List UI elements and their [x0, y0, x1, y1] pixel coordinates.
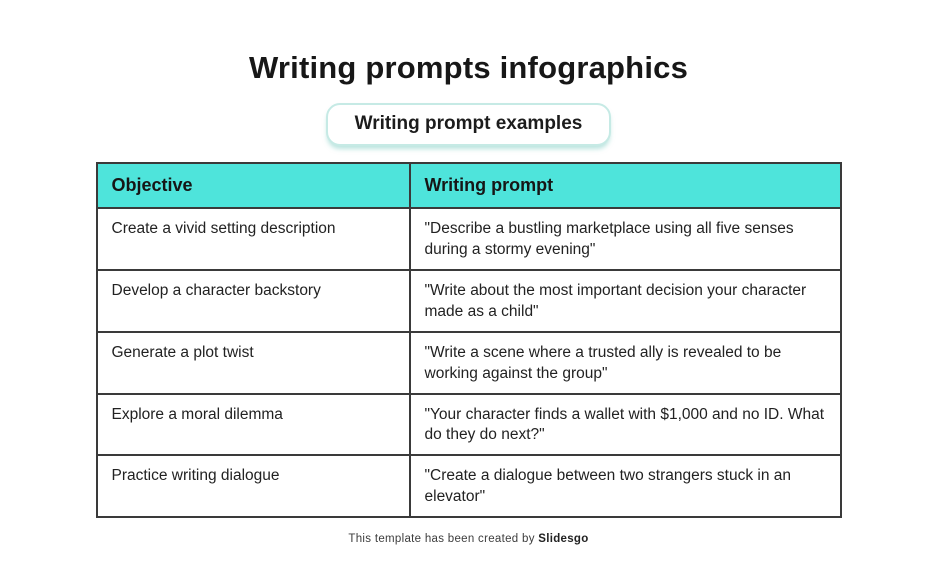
prompt-cell: "Your character finds a wallet with $1,000 and no ID. What do they do next?" [410, 394, 841, 456]
objective-cell: Generate a plot twist [97, 332, 410, 394]
writing-prompts-table [96, 162, 842, 518]
subtitle-badge: Writing prompt examples [326, 103, 612, 146]
objective-cell: Create a vivid setting description [97, 208, 410, 270]
objective-cell: Explore a moral dilemma [97, 394, 410, 456]
badge-container [0, 103, 937, 146]
table-row [97, 394, 841, 456]
column-header-objective: Objective [97, 163, 410, 208]
objective-cell: Practice writing dialogue [97, 455, 410, 517]
table-row [97, 455, 841, 517]
prompt-cell: "Describe a bustling marketplace using all five senses during a stormy evening" [410, 208, 841, 270]
table-row [97, 332, 841, 394]
column-header-writing-prompt: Writing prompt [410, 163, 841, 208]
slide [0, 50, 937, 577]
prompt-cell: "Create a dialogue between two strangers stuck in an elevator" [410, 455, 841, 517]
objective-cell: Develop a character backstory [97, 270, 410, 332]
page-title: Writing prompts infographics [248, 50, 689, 85]
footer-credit [0, 533, 937, 545]
table-header-row [97, 163, 841, 208]
table-row [97, 208, 841, 270]
footer-brand: Slidesgo [538, 533, 589, 546]
prompt-cell: "Write a scene where a trusted ally is revealed to be working against the group" [410, 332, 841, 394]
prompt-cell: "Write about the most important decision your character made as a child" [410, 270, 841, 332]
footer-text: This template has been created by [348, 533, 539, 546]
table-row [97, 270, 841, 332]
